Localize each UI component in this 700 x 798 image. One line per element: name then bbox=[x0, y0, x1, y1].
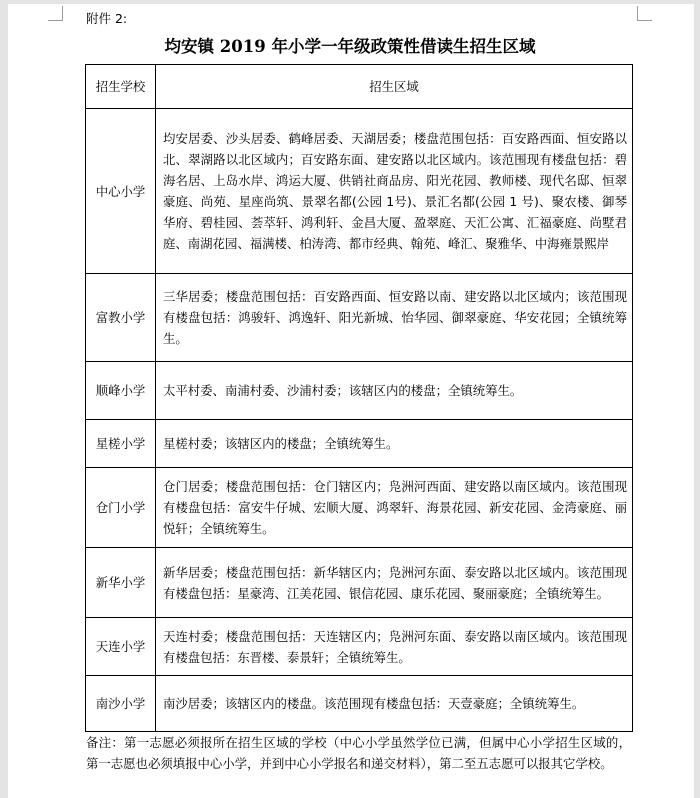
table-row bbox=[86, 676, 633, 732]
header-school: 招生学校 bbox=[86, 65, 156, 109]
area-cell: 仓门居委；楼盘范围包括：仓门辖区内；凫洲河西面、建安路以南区域内。该范围现有楼盘包括：富安牛仔城、宏顺大厦、鸿翠轩、海景花园、新安花园、金湾豪庭、丽悦轩；全镇统筹生。 bbox=[156, 468, 633, 548]
school-cell: 顺峰小学 bbox=[86, 362, 156, 420]
table-row bbox=[86, 109, 633, 274]
area-cell: 新华居委；楼盘范围包括：新华辖区内；凫洲河东面、泰安路以北区域内。该范围现有楼盘包括：星豪湾、江美花园、银信花园、康乐花园、聚丽豪庭；全镇统筹生。 bbox=[156, 548, 633, 618]
school-cell: 仓门小学 bbox=[86, 468, 156, 548]
page-title: 均安镇 2019 年小学一年级政策性借读生招生区域 bbox=[164, 37, 536, 56]
margin-corner-mark-left bbox=[48, 6, 63, 21]
enrollment-zone-table bbox=[85, 64, 633, 732]
table-row bbox=[86, 362, 633, 420]
margin-corner-mark-right bbox=[637, 6, 652, 21]
school-cell: 新华小学 bbox=[86, 548, 156, 618]
table-row bbox=[86, 468, 633, 548]
table-header-row bbox=[86, 65, 633, 109]
table-row bbox=[86, 420, 633, 468]
footnote: 备注：第一志愿必须报所在招生区域的学校（中心小学虽然学位已满，但属中心小学招生区域的，第一志愿也必须填报中心小学，并到中心小学报名和递交材料），第二至五志愿可以报其它学校。 bbox=[86, 735, 631, 771]
area-cell: 三华居委；楼盘范围包括：百安路西面、恒安路以南、建安路以北区域内；该范围现有楼盘包括：鸿骏轩、鸿逸轩、阳光新城、怡华园、御翠豪庭、华安花园；全镇统筹生。 bbox=[156, 274, 633, 362]
header-area: 招生区域 bbox=[156, 65, 633, 109]
document-edge-left bbox=[0, 0, 8, 798]
area-cell: 星槎村委；该辖区内的楼盘；全镇统筹生。 bbox=[156, 420, 633, 468]
school-cell: 富教小学 bbox=[86, 274, 156, 362]
table-row bbox=[86, 274, 633, 362]
document-edge-top bbox=[0, 0, 700, 4]
school-cell: 星槎小学 bbox=[86, 420, 156, 468]
area-cell: 南沙居委；该辖区内的楼盘。该范围现有楼盘包括：天壹豪庭；全镇统筹生。 bbox=[156, 676, 633, 732]
area-cell: 均安居委、沙头居委、鹤峰居委、天湖居委；楼盘范围包括：百安路西面、恒安路以北、翠湖路以北区域内；百安路东面、建安路以北区域内。该范围现有楼盘包括：碧海名居、上岛水岸、鸿运大厦、供销社商品房、阳光花园、教师楼、现代名邸、恒翠豪庭、尚苑、星座尚筑、景翠名都(公园 1号)、景汇名都(公园 1 号)、聚农楼、御琴华府、碧桂园、荟萃轩、鸿利轩、金昌大厦、盈翠庭、天汇公寓、汇福豪庭、尚墅君庭、南湖花园、福满楼、柏涛湾、都市经典、翰苑、峰汇、聚雅华、中海雍景熙岸 bbox=[156, 109, 633, 274]
table-row bbox=[86, 548, 633, 618]
attachment-label: 附件 2: bbox=[86, 11, 128, 26]
school-cell: 中心小学 bbox=[86, 109, 156, 274]
area-cell: 太平村委、南浦村委、沙浦村委；该辖区内的楼盘；全镇统筹生。 bbox=[156, 362, 633, 420]
school-cell: 天连小学 bbox=[86, 618, 156, 676]
area-cell: 天连村委；楼盘范围包括：天连辖区内；凫洲河东面、泰安路以南区域内。该范围现有楼盘包括：东晋楼、泰景轩；全镇统筹生。 bbox=[156, 618, 633, 676]
school-cell: 南沙小学 bbox=[86, 676, 156, 732]
table-row bbox=[86, 618, 633, 676]
document-edge-right bbox=[694, 0, 700, 798]
